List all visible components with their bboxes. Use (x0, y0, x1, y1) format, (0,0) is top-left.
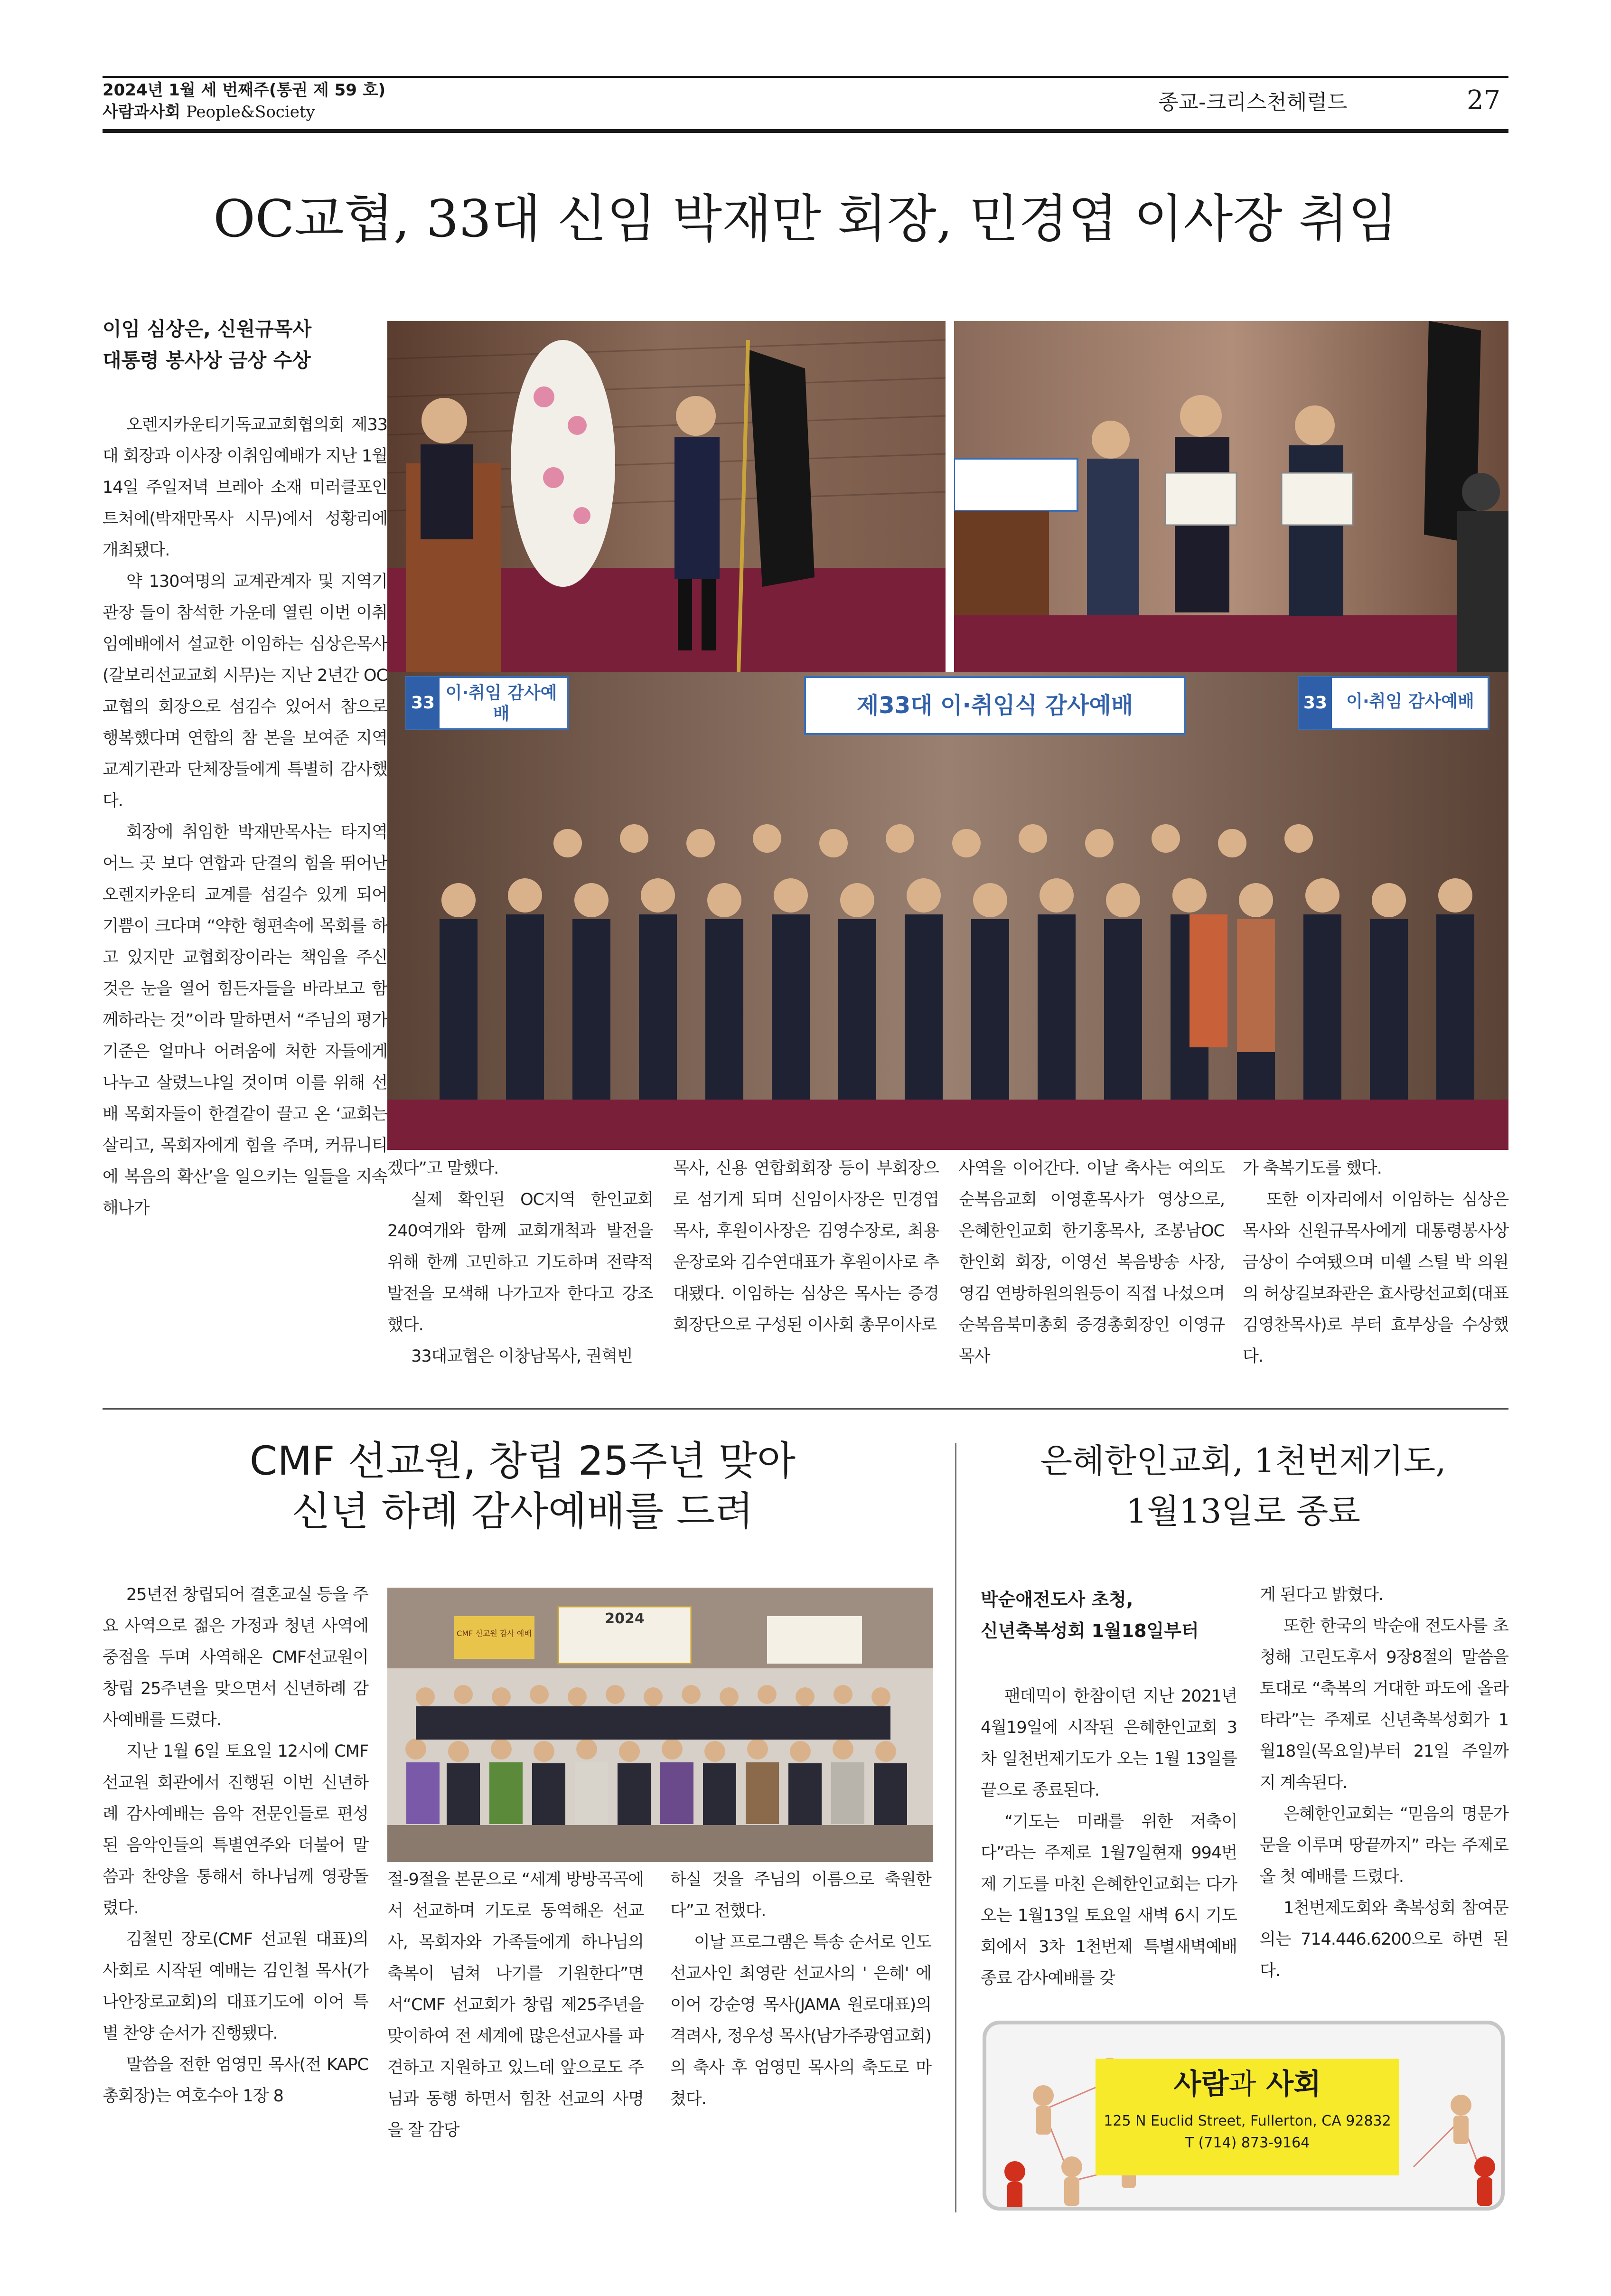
article3-headline (978, 1436, 1508, 1536)
paragraph: 오렌지카운티기독교교회협의회 제33대 회장과 이사장 이취임예배가 지난 1월14일 주일저녁 브레아 소재 미러클포인트처에(박재만목사 시무)에서 성황리에 개최됐다. (103, 415, 387, 560)
article1-headline: OC교협, 33대 신임 박재만 회장, 민경엽 이사장 취임 (213, 189, 1398, 249)
article3-subhead-line2: 신년축복성회 1월18일부터 (981, 1620, 1199, 1641)
article1-subhead-line1: 이임 심상은, 신원규목사 (103, 318, 312, 340)
ad-phone: T (714) 873-9164 (1185, 2135, 1310, 2151)
article1-column-5 (1243, 1153, 1508, 1372)
article2-headline (103, 1436, 943, 1536)
banner-left-badge: 33 (411, 693, 435, 713)
paper-name-en: People&Society (186, 103, 315, 122)
paragraph: 사역을 이어간다. 이날 축사는 여의도순복음교회 이영훈목사가 영상으로, 은혜한인교회 한기홍목사, 조봉남OC한인회 회장, 이영선 복음방송 사장, 영김 연방하원의원등이 직접 나섰으며 순복음북미총회 증경총회장인 이영규목사 (959, 1159, 1225, 1366)
paragraph: 팬데믹이 한참이던 지난 2021년 4월19일에 시작된 은혜한인교회 3차 일천번제기도가 오는 1월 13일를 끝으로 종료된다. (981, 1687, 1237, 1800)
ad-info-panel (1096, 2059, 1399, 2175)
paragraph: 또한 한국의 박순애 전도사를 초청해 고린도후서 9장8절의 말씀을 토대로 “축복의 거대한 파도에 올라타라”는 주제로 신년축복성회가 1월18일(목요일)부터 21일 주일까지 계속된다. (1260, 1617, 1508, 1792)
ad-address: 125 N Euclid Street, Fullerton, CA 92832 (1104, 2113, 1391, 2129)
article2-headline-line2: 신년 하례 감사예배를 드려 (291, 1488, 754, 1534)
header-bottom-rule (103, 129, 1508, 133)
paper-name (103, 102, 315, 122)
banner-right-text: 이·취임 감사예배 (1346, 692, 1474, 711)
banner-right-badge: 33 (1303, 693, 1328, 713)
article3-column-1 (981, 1681, 1237, 1994)
ad-brand-part3: 사회 (1266, 2068, 1321, 2101)
article1-subhead (103, 313, 387, 376)
paragraph: 겠다”고 말했다. (387, 1159, 499, 1178)
paragraph: 25년전 창립되어 결혼교실 등을 주요 사역으로 젊은 가정과 청년 사역에 중점을 두며 사역해온 CMF선교원이 창립 25주년을 맞으면서 신년하례 감사예배를 드렸다. (103, 1585, 368, 1730)
photo-flag-ceremony (387, 321, 946, 672)
paragraph: 실제 확인된 OC지역 한인교회 240여개와 함께 교회개척과 발전을 위해 한께 고민하고 기도하며 전략적 발전을 모색해 나가고자 한다고 강조했다. (387, 1190, 653, 1335)
paragraph: 김철민 장로(CMF 선교원 대표)의 사회로 시작된 예배는 김인철 목사(가나안장로교회)의 대표기도에 이어 특별 찬양 순서가 진행됐다. (103, 1930, 368, 2043)
paragraph: 33대교협은 이창남목사, 권혁빈 (411, 1347, 633, 1366)
paragraph: 또한 이자리에서 이임하는 심상은목사와 신원규목사에게 대통령봉사상 금상이 수여됐으며 미쉘 스틸 박 의원의 허상길보좌관은 효사랑선교회(대표 김영찬목사)로 부터 효부상을 수상했다. (1243, 1190, 1508, 1366)
page-number: 27 (1467, 85, 1501, 116)
cmf-banner-text: CMF 선교원 감사 예배 (457, 1629, 532, 1638)
article3-subhead-line1: 박순애전도사 초청, (981, 1589, 1133, 1610)
photo-certificates (954, 321, 1508, 672)
column-divider (955, 1443, 956, 2212)
article2-column-3 (670, 1864, 931, 2115)
ad-brand (1096, 2065, 1399, 2103)
paragraph: 지난 1월 6일 토요일 12시에 CMF 선교원 회관에서 진행된 이번 신년하례 감사예배는 음악 전문인들로 편성된 음악인들의 특별연주와 더불어 말씀과 찬양을 통해서 하나님께 영광돌렸다. (103, 1742, 368, 1918)
paragraph: 게 된다고 밝혔다. (1260, 1585, 1384, 1604)
banner-center-text: 제33대 이·취임식 감사예배 (856, 692, 1133, 719)
article3-headline-line1: 은혜한인교회, 1천번제기도, (1040, 1441, 1446, 1480)
article3-headline-line2: 1월13일로 종료 (1126, 1492, 1360, 1531)
cmf-banner-year: 2024 (605, 1610, 645, 1627)
advertisement (983, 2021, 1505, 2211)
paragraph: 은혜한인교회는 “믿음의 명문가문을 이루며 땅끝까지” 라는 주제로 올 첫 예배를 드렸다. (1260, 1805, 1508, 1886)
paragraph: 가 축복기도를 했다. (1243, 1159, 1382, 1178)
paragraph: 말씀을 전한 엄영민 목사(전 KAPC 총회장)는 여호수아 1장 8 (103, 2055, 368, 2106)
article1-subhead-line2: 대통령 봉사상 금상 수상 (103, 349, 311, 372)
article2-headline-line1: CMF 선교원, 창립 25주년 맞아 (249, 1438, 796, 1484)
article1-column-3 (673, 1153, 939, 1341)
section-name: 종교-크리스천헤럴드 (1158, 90, 1348, 114)
paper-name-ko: 사람과사회 (103, 103, 181, 122)
article1-column-4 (959, 1153, 1225, 1372)
article3-column-2 (1260, 1579, 1508, 1986)
article2-column-1 (103, 1579, 368, 2112)
issue-info: 2024년 1월 세 번째주(통권 제 59 호) (103, 81, 386, 100)
paragraph: 하실 것을 주님의 이름으로 축원한다”고 전했다. (670, 1870, 931, 1920)
article1-column-2 (387, 1153, 653, 1372)
paragraph: 1천번제도회와 축복성회 참여문의는 714.446.6200으로 하면 된다. (1260, 1899, 1508, 1980)
ad-brand-part1: 사람 (1173, 2068, 1229, 2101)
paragraph: 이날 프로그램은 특송 순서로 인도 선교사인 최영란 선교사의 ' 은혜' 에 이어 강순영 목사(JAMA 원로대표)의 격려사, 정우성 목사(남가주광염교회)의 축사 후 엄영민 목사의 축도로 마쳤다. (670, 1933, 931, 2108)
article3-subhead (981, 1584, 1246, 1647)
photo-cmf-group (387, 1588, 933, 1862)
section-divider (103, 1408, 1508, 1410)
article2-column-2 (387, 1864, 644, 2146)
paragraph: “기도는 미래를 위한 저축이다”라는 주제로 1월7일현재 994번제 기도를 마친 은혜한인교회는 다가오는 1월13일 토요일 새벽 6시 기도회에서 3차 1천번제 특별새벽예배 종료 감사예배를 갖 (981, 1812, 1237, 1988)
banner-left (444, 683, 558, 725)
paragraph: 약 130여명의 교계관계자 및 지역기관장 들이 참석한 가운데 열린 이번 이취임예배에서 설교한 이임하는 심상은목사(갈보리선교교회 시무)는 지난 2년간 OC교협의 회장으로 섬김수 있어서 참으로 행복했다며 연합의 참 본을 보여준 지역 교계기관과 단체장들에게 특별히 감사했다. (103, 572, 387, 810)
photo-group-ceremony (387, 672, 1508, 1150)
paragraph: 절-9절을 본문으로 “세계 방방곡곡에서 선교하며 기도로 동역해온 선교사, 목회자와 가족들에게 하나님의 축복이 넘쳐 나기를 기원한다”면서“CMF 선교회가 창립 제25주년을 맞이하여 전 세계에 많은선교사를 파견하고 지원하고 있느데 앞으로도 주님과 동행 하면서 힘찬 선교의 사명을 잘 감당 (387, 1870, 644, 2140)
paragraph: 회장에 취임한 박재만목사는 타지역 어느 곳 보다 연합과 단결의 힘을 뛰어난 오렌지카운티 교계를 섬길수 있게 되어 기쁨이 크다며 “약한 형편속에 목회를 하고 있지만 교협회장이라는 책임을 주신 것은 눈을 열어 힘든자들을 바라보고 함께하라는 것”이라 말하면서 “주님의 평가기준은 얼마나 어려움에 처한 자들에게 나누고 살렸느냐일 것이며 이를 위해 선배 목회자들이 한결같이 끌고 온 ‘교회는 살리고, 목회자에게 힘을 주며, 커뮤니티에 복음의 확산’을 일으키는 일들을 지속해나가 (103, 823, 387, 1218)
banner-left-text: 이·취임 감사예배 (445, 683, 557, 724)
article1-column-1 (103, 409, 387, 1224)
header-top-rule (103, 76, 1508, 78)
ad-brand-part2: 과 (1228, 2068, 1256, 2101)
paragraph: 목사, 신용 연합회회장 등이 부회장으로 섬기게 되며 신임이사장은 민경엽 목사, 후원이사장은 김영수장로, 최용운장로와 김수연대표가 후원이사로 추대됐다. 이임하는 심상은 목사는 증경회장단으로 구성된 이사회 총무이사로 (673, 1159, 939, 1335)
